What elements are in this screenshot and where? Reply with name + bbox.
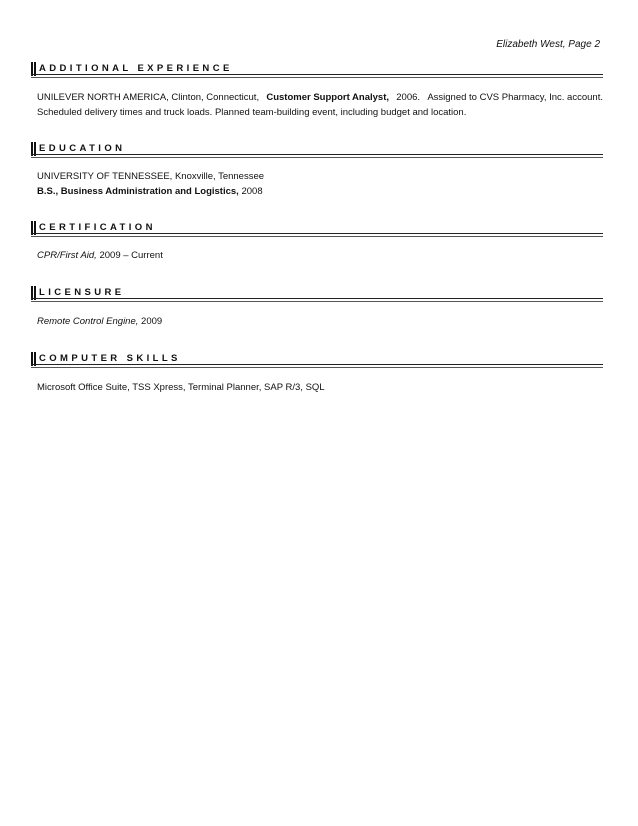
- heading-rule: [31, 364, 603, 368]
- section-computer-skills: [31, 350, 603, 395]
- job-summary: Assigned to CVS Pharmacy, Inc. account.: [427, 92, 603, 103]
- certification-name: CPR/First Aid,: [37, 250, 97, 261]
- section-title: CERTIFICATION: [39, 222, 156, 233]
- heading-rule: [31, 154, 603, 158]
- licensure-year: 2009: [141, 316, 163, 327]
- job-role: Customer Support Analyst,: [266, 92, 389, 103]
- licensure-name: Remote Control Engine,: [37, 316, 139, 327]
- heading-rule: [31, 233, 603, 237]
- section-heading: [31, 284, 603, 302]
- degree-line: [37, 184, 603, 199]
- page-header: Elizabeth West, Page 2: [496, 39, 600, 50]
- job-year: 2006.: [396, 92, 421, 103]
- section-body: [37, 380, 603, 395]
- section-heading: [31, 219, 603, 237]
- section-title: EDUCATION: [39, 143, 126, 154]
- section-education: [31, 140, 603, 199]
- section-certification: [31, 219, 603, 263]
- experience-line-1: [37, 90, 603, 105]
- skills-list: Microsoft Office Suite, TSS Xpress, Terminal Planner, SAP R/3, SQL: [37, 382, 325, 393]
- section-body: [37, 90, 603, 120]
- section-heading: [31, 60, 603, 78]
- degree-year: 2008: [241, 186, 263, 197]
- degree: B.S., Business Administration and Logistics,: [37, 186, 239, 197]
- section-licensure: [31, 284, 603, 329]
- heading-rule: [31, 74, 603, 78]
- section-title: LICENSURE: [39, 287, 125, 298]
- section-body: [37, 314, 603, 329]
- licensure-line: [37, 314, 603, 329]
- section-body: [37, 169, 603, 199]
- certification-dates: 2009 – Current: [99, 250, 163, 261]
- heading-rule: [31, 298, 603, 302]
- experience-line-2: Scheduled delivery times and truck loads. Planned team-building event, including budget and location.: [37, 107, 467, 118]
- section-title: COMPUTER SKILLS: [39, 353, 181, 364]
- section-additional-experience: [31, 60, 603, 120]
- section-body: [37, 248, 603, 263]
- section-heading: [31, 140, 603, 158]
- certification-line: [37, 248, 603, 263]
- employer: UNILEVER NORTH AMERICA, Clinton, Connecticut,: [37, 92, 260, 103]
- school-name: UNIVERSITY OF TENNESSEE, Knoxville, Tennessee: [37, 171, 265, 182]
- section-heading: [31, 350, 603, 368]
- section-title: ADDITIONAL EXPERIENCE: [39, 63, 233, 74]
